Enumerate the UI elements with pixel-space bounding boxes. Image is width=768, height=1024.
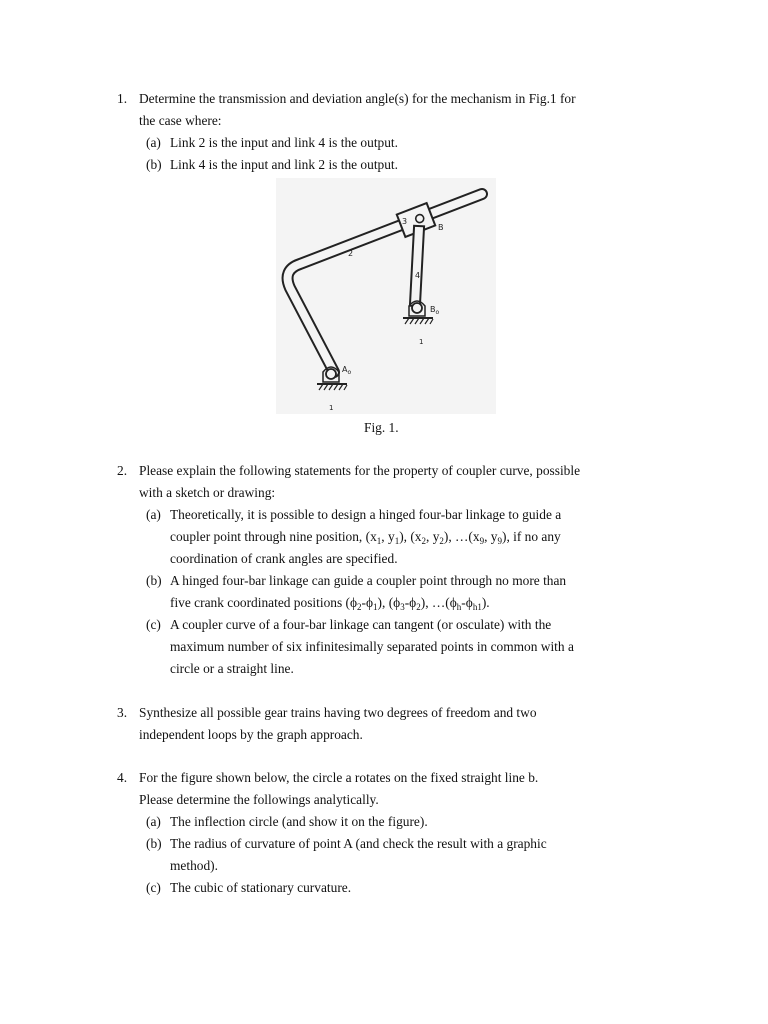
q4-text-line2: Please determine the followings analytically.	[139, 792, 379, 807]
q2-b-label: (b)	[146, 573, 162, 588]
q2-a-line2: coupler point through nine position, ($x_1$, $y_1$), ($x_2$, $y_2$), $\dots(x_9$, $y_9$), if no any	[170, 529, 561, 546]
q2-c-line1: A coupler curve of a four-bar linkage can tangent (or osculate) with the	[170, 617, 552, 632]
fig1-mechanism-drawing	[276, 178, 496, 414]
q4-b-line2: method).	[170, 858, 218, 873]
q3-text-line2: independent loops by the graph approach.	[139, 727, 363, 742]
q4-b-line1: The radius of curvature of point A (and check the result with a graphic	[170, 836, 547, 851]
q4-c-text: The cubic of stationary curvature.	[170, 880, 352, 895]
q2-number: 2.	[117, 463, 128, 478]
q1-b-text: Link 4 is the input and link 2 is the output.	[170, 157, 399, 172]
fig1-caption: Fig. 1.	[364, 420, 399, 435]
fig1-label-b0: $B_o$	[430, 305, 440, 316]
q1-text-line1: Determine the transmission and deviation angle(s) for the mechanism in Fig.1 for	[139, 91, 576, 106]
q1-number-text: 1.	[117, 91, 128, 106]
q2-b-line1: A hinged four-bar linkage can guide a coupler point through no more than	[170, 573, 567, 588]
q4-b-label: (b)	[146, 836, 162, 851]
fig1-background	[276, 178, 496, 414]
q2-c-line2: maximum number of six infinitesimally separated points in common with a	[170, 639, 574, 654]
fig1-label-b: B	[438, 223, 444, 232]
q2-a-line1: Theoretically, it is possible to design a hinged four-bar linkage to guide a	[170, 507, 562, 522]
q3-text-line1: Synthesize all possible gear trains having two degrees of freedom and two	[139, 705, 537, 720]
fig1-label-2: 2	[348, 249, 354, 258]
q4-text-line1: For the figure shown below, the circle a rotates on the fixed straight line b.	[139, 770, 539, 785]
q2-text-line2: with a sketch or drawing:	[139, 485, 276, 500]
q2-a-label: (a)	[146, 507, 161, 522]
q2-text-line1: Please explain the following statements for the property of coupler curve, possible	[139, 463, 581, 478]
fig1-label-4: 4	[415, 271, 421, 280]
fig1-label-3: 3	[402, 217, 408, 226]
fig1-label-1-right: 1	[419, 338, 424, 346]
q3-number: 3.	[117, 705, 128, 720]
pivot-b0	[412, 303, 422, 313]
q1-b-label: (b)	[146, 157, 162, 172]
q2-c-line3: circle or a straight line.	[170, 661, 294, 676]
fig1-label-a0: $A_o$	[342, 365, 352, 376]
q2-a-line3: coordination of crank angles are specified.	[170, 551, 398, 566]
q2-c-label: (c)	[146, 617, 161, 632]
q1-a-label: (a)	[146, 135, 161, 150]
q1-text-line2: the case where:	[139, 113, 222, 128]
fig1-label-1-left: 1	[329, 404, 334, 412]
pivot-a0	[326, 369, 336, 379]
q4-a-text: The inflection circle (and show it on the figure).	[170, 814, 428, 829]
q4-a-label: (a)	[146, 814, 161, 829]
q1-a-text: Link 2 is the input and link 4 is the output.	[170, 135, 399, 150]
q2-b-line2: five crank coordinated positions $(\phi_2-\phi_1)$, $(\phi_3-\phi_2)$, $\dots(\phi_h-\phi_{h1})$.	[170, 595, 490, 612]
q4-number: 4.	[117, 770, 128, 785]
q4-c-label: (c)	[146, 880, 161, 895]
